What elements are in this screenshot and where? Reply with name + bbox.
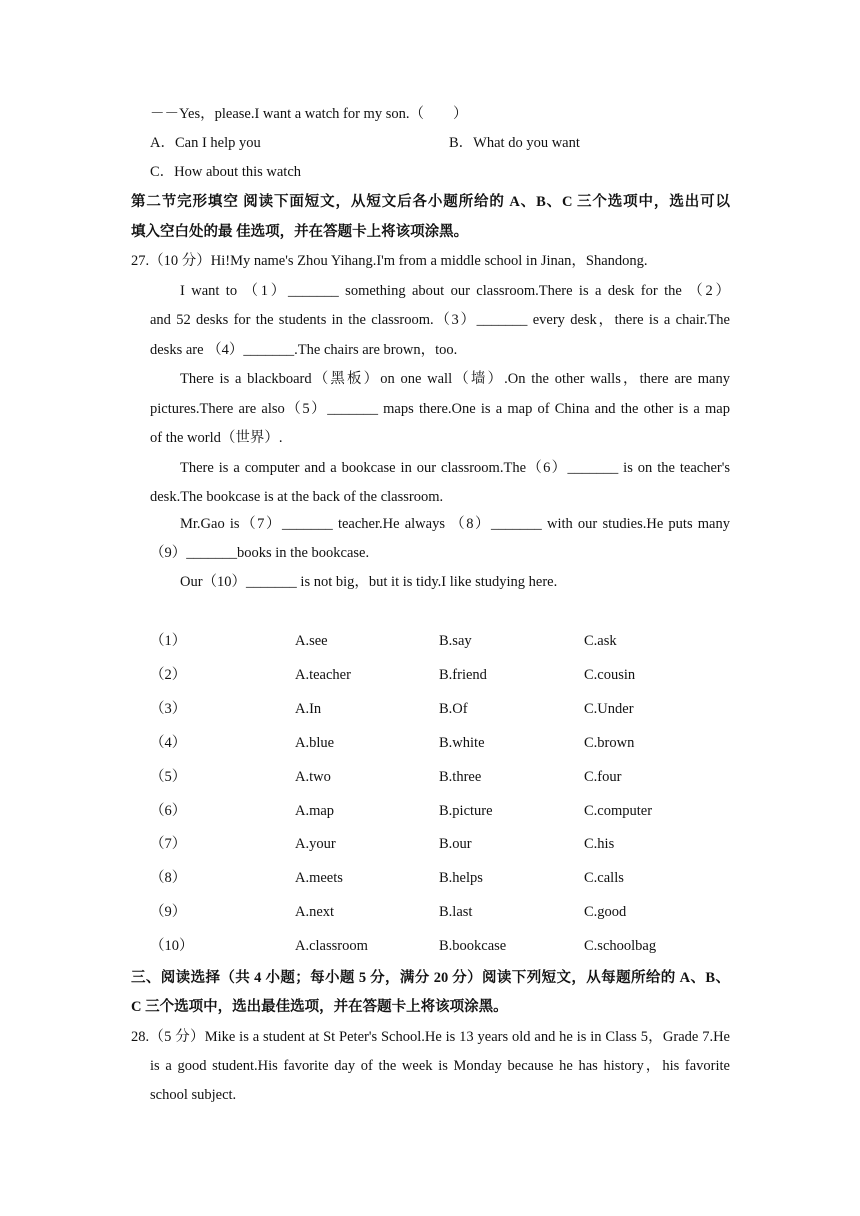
option-b: B.last	[439, 904, 473, 920]
q28-line: is a good student.His favorite day of the week is Monday because he has history，his favorite	[150, 1058, 730, 1074]
passage-line: I want to （1）_______ something about our classroom.There is a desk for the （2）	[180, 283, 730, 299]
option-c: C.ask	[584, 633, 617, 649]
option-c: C.schoolbag	[584, 938, 657, 954]
option-a: A.your	[295, 836, 336, 852]
passage-line: Our（10）_______ is not big，but it is tidy.I like studying here.	[180, 574, 558, 590]
q28-line: 28.（5 分）Mike is a student at St Peter's School.He is 13 years old and he is in Class 5，Grade 7.He	[131, 1029, 730, 1045]
option-c: C.cousin	[584, 667, 636, 683]
option-a: A.map	[295, 803, 335, 819]
option-c: C.good	[584, 904, 627, 920]
passage-line: Mr.Gao is（7）_______ teacher.He always （8）_______ with our studies.He puts many	[180, 516, 730, 532]
section2-heading-line2: 填入空白处的最 佳选项，并在答题卡上将该项涂黑。	[131, 224, 469, 240]
option-a: A.see	[295, 633, 328, 649]
option-b: B.bookcase	[439, 938, 507, 954]
options-row-number: （2）	[150, 667, 187, 683]
q26-option-b: B．What do you want	[449, 135, 580, 151]
option-a: A.meets	[295, 870, 343, 886]
section3-heading-line1: 三、阅读选择（共 4 小题；每小题 5 分，满分 20 分）阅读下列短文，从每题所给的 A、B、	[131, 970, 730, 986]
option-c: C.his	[584, 836, 615, 852]
q27-intro: 27.（10 分）Hi!My name's Zhou Yihang.I'm from a middle school in Jinan，Shandong.	[131, 253, 648, 269]
options-row-number: （5）	[150, 769, 187, 785]
option-b: B.Of	[439, 701, 468, 717]
option-b: B.our	[439, 836, 472, 852]
option-c: C.four	[584, 769, 622, 785]
q28-line: school subject.	[150, 1087, 237, 1103]
option-b: B.three	[439, 769, 482, 785]
q26-dialog-line: －－Yes，please.I want a watch for my son.（ ）	[150, 106, 468, 122]
options-row-number: （4）	[150, 735, 187, 751]
option-a: A.classroom	[295, 938, 368, 954]
passage-line: pictures.There are also（5）_______ maps there.One is a map of China and the other is a map	[150, 401, 730, 417]
options-row-number: （3）	[150, 701, 187, 717]
passage-line: and 52 desks for the students in the classroom.（3）_______ every desk，there is a chair.The	[150, 312, 730, 328]
option-b: B.helps	[439, 870, 483, 886]
option-c: C.Under	[584, 701, 634, 717]
passage-line: There is a blackboard（黑板）on one wall（墙）.On the other walls，there are many	[180, 371, 730, 387]
options-row-number: （6）	[150, 803, 187, 819]
option-a: A.next	[295, 904, 335, 920]
q26-option-c: C．How about this watch	[150, 164, 302, 180]
passage-line: There is a computer and a bookcase in our classroom.The（6）_______ is on the teacher's	[180, 460, 730, 476]
options-row-number: （10）	[150, 938, 194, 954]
options-row-number: （1）	[150, 633, 187, 649]
options-row-number: （7）	[150, 836, 187, 852]
options-row-number: （9）	[150, 904, 187, 920]
option-a: A.blue	[295, 735, 335, 751]
option-b: B.white	[439, 735, 485, 751]
section3-heading-line2: C 三个选项中，选出最佳选项，并在答题卡上将该项涂黑。	[131, 999, 508, 1015]
option-b: B.say	[439, 633, 472, 649]
section2-heading-line1: 第二节完形填空 阅读下面短文，从短文后各小题所给的 A、B、C 三个选项中，选出可以	[131, 194, 730, 210]
passage-line: of the world（世界）.	[150, 430, 283, 446]
option-a: A.teacher	[295, 667, 351, 683]
passage-line: （9）_______books in the bookcase.	[150, 545, 370, 561]
option-c: C.calls	[584, 870, 624, 886]
options-row-number: （8）	[150, 870, 187, 886]
option-c: C.brown	[584, 735, 635, 751]
passage-line: desks are （4）_______.The chairs are brown，too.	[150, 342, 458, 358]
option-a: A.two	[295, 769, 331, 785]
option-a: A.In	[295, 701, 322, 717]
option-b: B.friend	[439, 667, 487, 683]
passage-line: desk.The bookcase is at the back of the classroom.	[150, 489, 444, 505]
option-b: B.picture	[439, 803, 493, 819]
q26-option-a: A．Can I help you	[150, 135, 261, 151]
option-c: C.computer	[584, 803, 653, 819]
